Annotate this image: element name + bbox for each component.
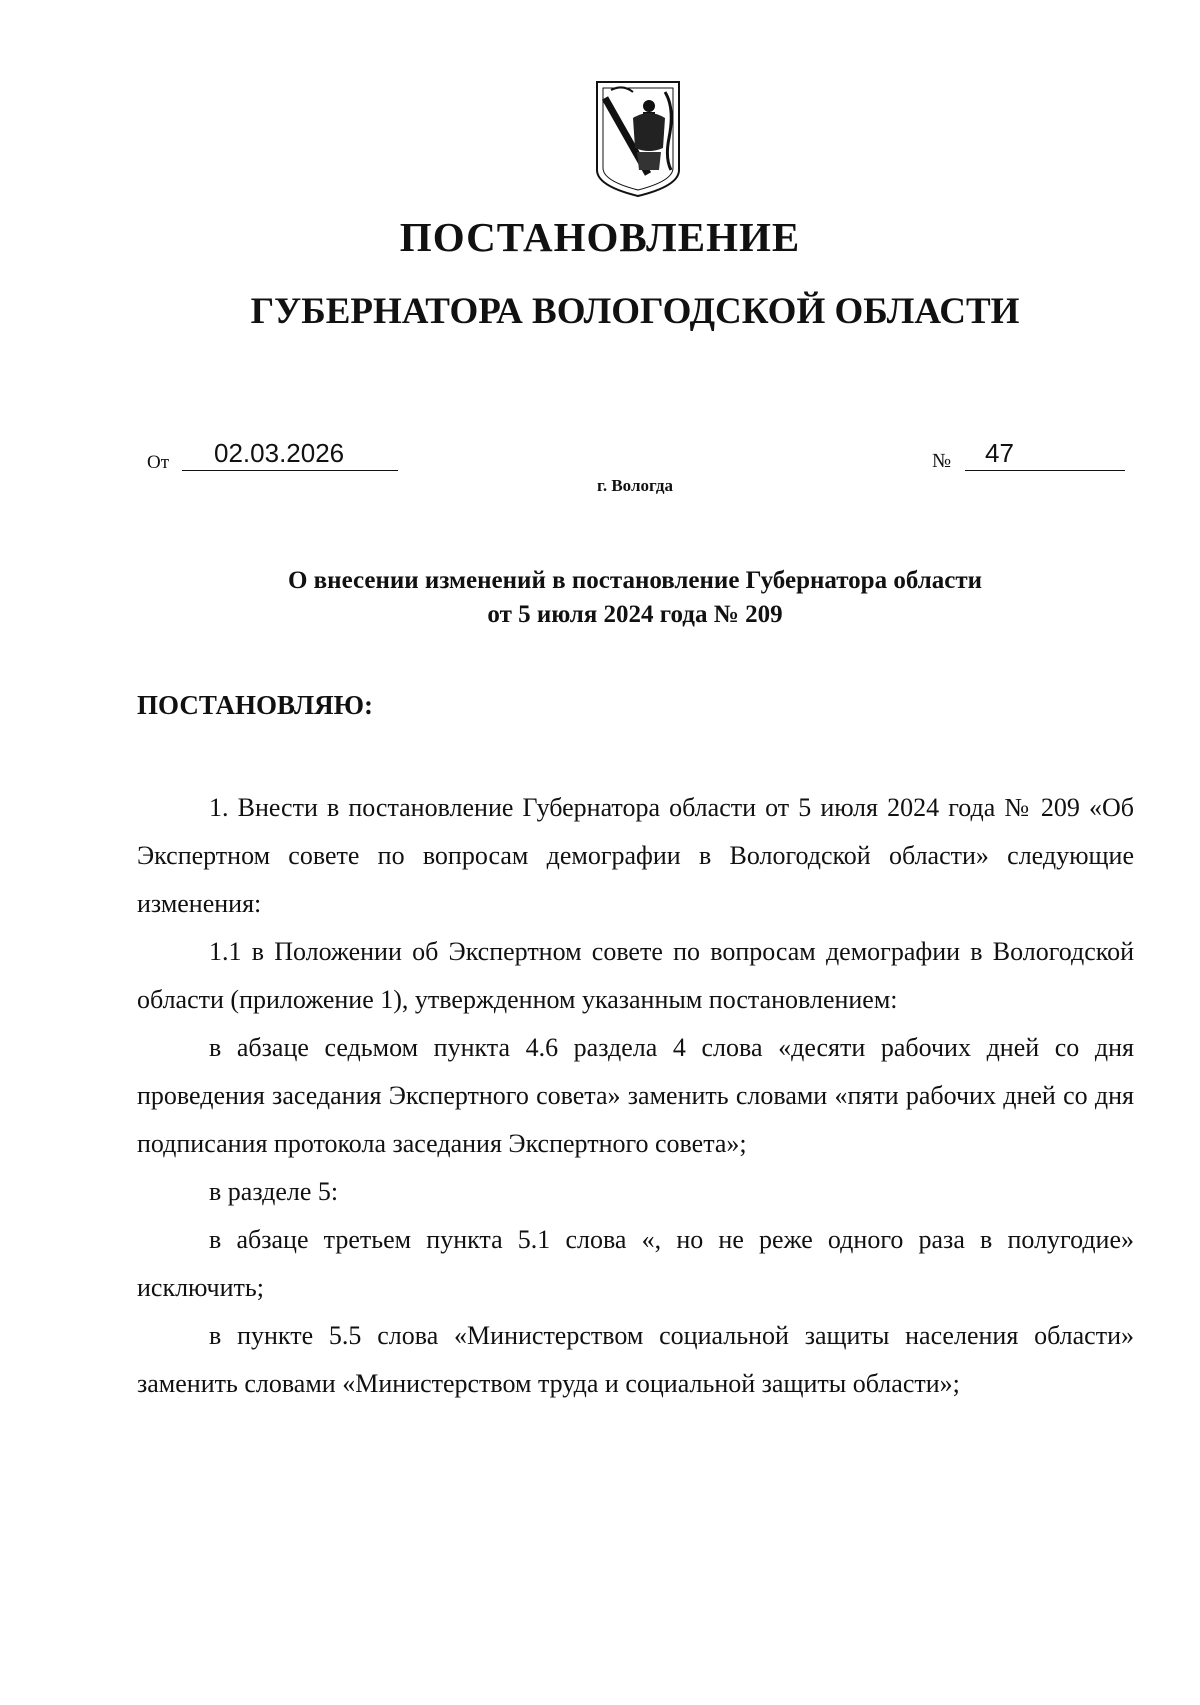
document-number: 47	[965, 437, 1125, 471]
body-paragraph: 1. Внести в постановление Губернатора области от 5 июля 2024 года № 209 «Об Экспертном совете по вопросам демографии в Вологодской области» следующие изменения:	[137, 793, 1134, 918]
coat-of-arms-icon	[593, 78, 683, 200]
resolve-heading: ПОСТАНОВЛЯЮ:	[137, 690, 373, 720]
date-label: От	[147, 452, 170, 473]
document-issuer: ГУБЕРНАТОРА ВОЛОГОДСКОЙ ОБЛАСТИ	[250, 291, 1020, 332]
document-city: г. Вологда	[597, 476, 673, 495]
document-title: ПОСТАНОВЛЕНИЕ	[399, 214, 801, 260]
number-label: №	[932, 450, 952, 472]
body-paragraph: 1.1 в Положении об Экспертном совете по вопросам демографии в Вологодской области (приложение 1), утвержденном указанным постановлением:	[137, 937, 1134, 1014]
subject-line: от 5 июля 2024 года № 209	[487, 601, 783, 628]
document-body	[137, 784, 1134, 1408]
document-subject	[0, 564, 1200, 632]
subject-line: О внесении изменений в постановление Губернатора области	[287, 567, 983, 594]
body-paragraph: в разделе 5:	[209, 1177, 339, 1206]
body-paragraph: в пункте 5.5 слова «Министерством социальной защиты населения области» заменить словами «Министерством труда и социальной защиты области»;	[137, 1321, 1134, 1398]
body-paragraph: в абзаце седьмом пункта 4.6 раздела 4 слова «десяти рабочих дней со дня проведения заседания Экспертного совета» заменить словами «пяти рабочих дней со дня подписания протокола заседания Экспертного совета»;	[137, 1033, 1134, 1158]
body-paragraph: в абзаце третьем пункта 5.1 слова «, но не реже одного раза в полугодие» исключить;	[137, 1225, 1134, 1302]
document-date: 02.03.2026	[182, 437, 398, 471]
